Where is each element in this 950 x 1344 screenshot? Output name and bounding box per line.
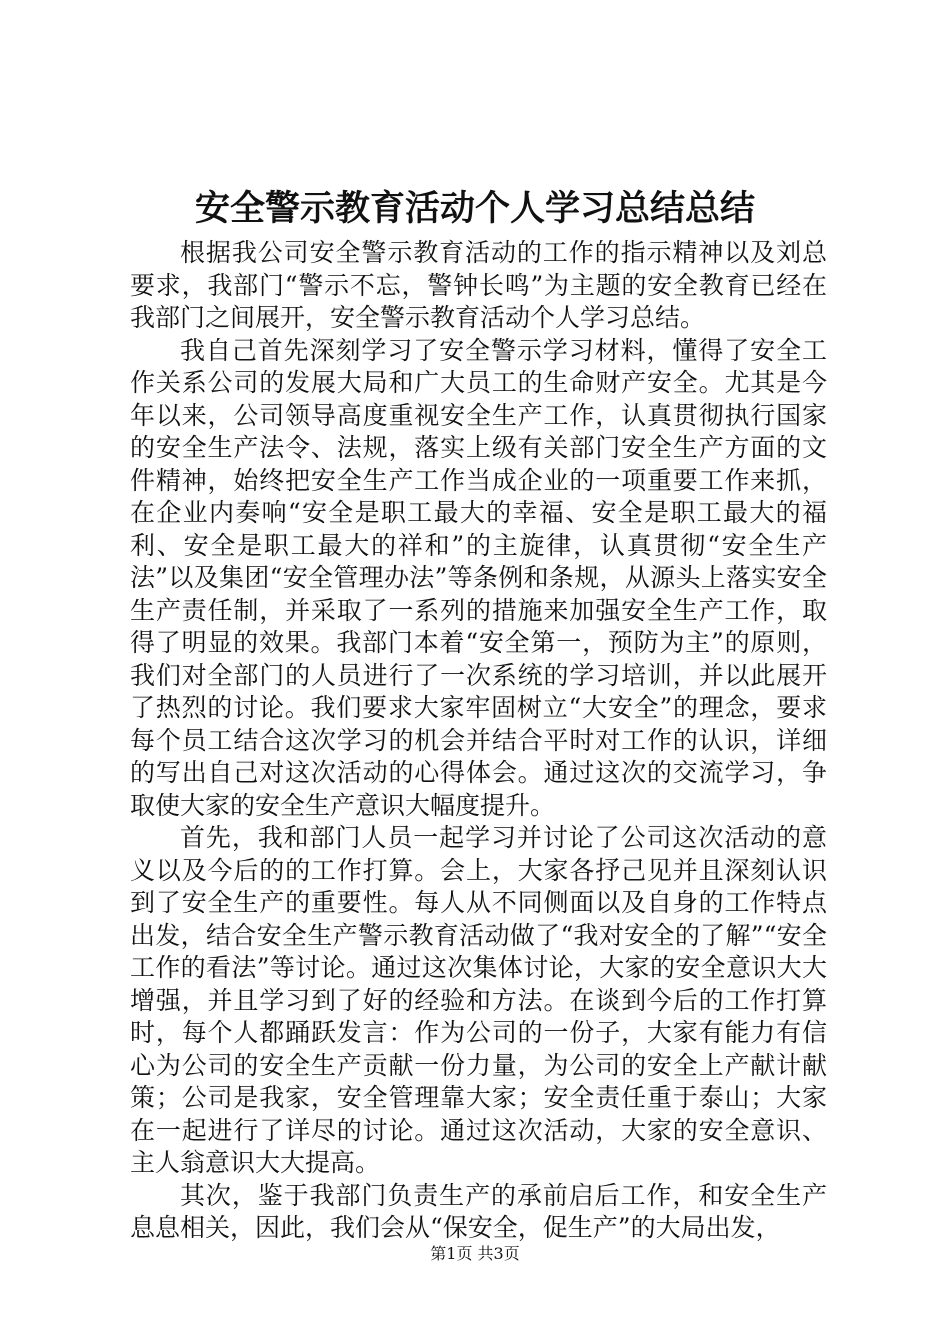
page-number-footer: 第1页 共3页 — [430, 1244, 520, 1263]
paragraph-4: 其次，鉴于我部门负责生产的承前启后工作，和安全生产息息相关，因此，我们会从“保安全，促生产”的大局出发， — [130, 1180, 827, 1242]
paragraph-2: 我自己首先深刻学习了安全警示学习材料，懂得了安全工作关系公司的发展大局和广大员工的生命财产安全。尤其是今年以来，公司领导高度重视安全生产工作，认真贯彻执行国家的安全生产法令、法规，落实上级有关部门安全生产方面的文件精神，始终把安全生产工作当成企业的一项重要工作来抓，在企业内奏响“安全是职工最大的幸福、安全是职工最大的福利、安全是职工最大的祥和”的主旋律，认真贯彻“安全生产法”以及集团“安全管理办法”等条例和条规，从源头上落实安全生产责任制，并采取了一系列的措施来加强安全生产工作，取得了明显的效果。我部门本着“安全第一，预防为主”的原则，我们对全部门的人员进行了一次系统的学习培训，并以此展开了热烈的讨论。我们要求大家牢固树立“大安全”的理念，要求每个员工结合这次学习的机会并结合平时对工作的认识，详细的写出自己对这次活动的心得体会。通过这次的交流学习，争取使大家的安全生产意识大幅度提升。 — [130, 335, 827, 820]
document-title: 安全警示教育活动个人学习总结总结 — [194, 188, 755, 229]
document-body — [130, 237, 827, 1245]
paragraph-3: 首先，我和部门人员一起学习并讨论了公司这次活动的意义以及今后的的工作打算。会上，大家各抒己见并且深刻认识到了安全生产的重要性。每人从不同侧面以及自身的工作特点出发，结合安全生产警示教育活动做了“我对安全的了解”“安全工作的看法”等讨论。通过这次集体讨论，大家的安全意识大大增强，并且学习到了好的经验和方法。在谈到今后的工作打算时，每个人都踊跃发言：作为公司的一份子，大家有能力有信心为公司的安全生产贡献一份力量，为公司的安全上产献计献策；公司是我家，安全管理靠大家；安全责任重于泰山；大家在一起进行了详尽的讨论。通过这次活动，大家的安全意识、主人翁意识大大提高。 — [130, 823, 827, 1177]
paragraph-1: 根据我公司安全警示教育活动的工作的指示精神以及刘总要求，我部门“警示不忘，警钟长鸣”为主题的安全教育已经在我部门之间展开，安全警示教育活动个人学习总结。 — [130, 238, 827, 332]
